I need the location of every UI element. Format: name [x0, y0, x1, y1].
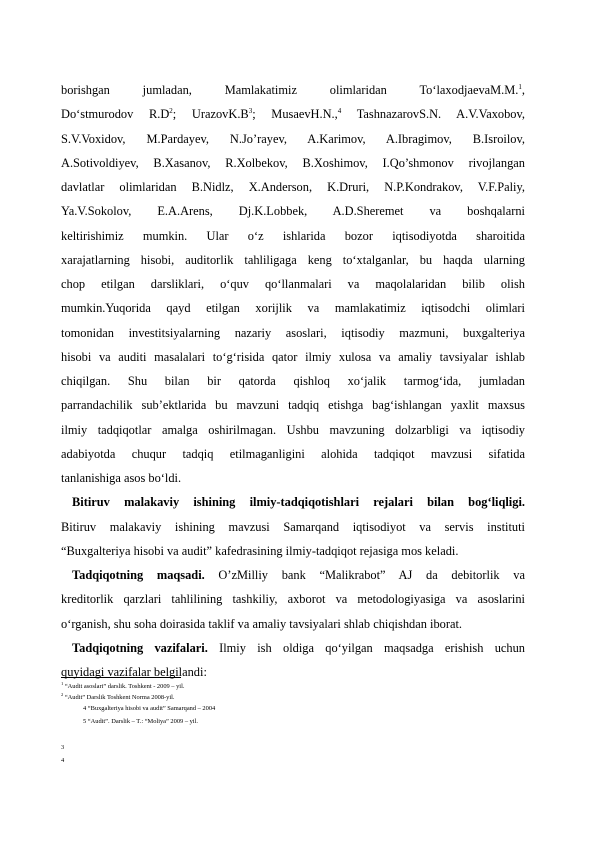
text-line: [61, 204, 525, 218]
footnote-separator: [61, 677, 181, 678]
text-line: [61, 520, 525, 534]
text-line: [72, 495, 525, 509]
text-run: S.V.Voxidov, M.Pardayev, N.Jo’rayev, A.Karimov, A.Ibragimov, B.Isroilov,: [61, 131, 525, 146]
text-run: hisobi va auditi masalalari to‘g‘risida qator ilmiy xulosa va amaliy tavsiyalar ishlab: [61, 349, 525, 364]
footnote: [61, 694, 175, 702]
text-line: [61, 350, 525, 364]
footnote-ref: 4: [337, 107, 342, 116]
text-run: ; MusaevH.N.,: [252, 107, 338, 122]
text-run: ; UrazovK.B: [172, 107, 249, 122]
text-line: [61, 617, 525, 631]
text-run: Do‘stmurodov R.D: [61, 107, 170, 122]
bold-heading: Bitiruv malakaviy ishining ilmiy-tadqiqotishlari rejalari bilan bog‘liqligi.: [72, 495, 525, 510]
bold-heading: Tadqiqotning maqsadi.: [72, 568, 205, 582]
footnote: [61, 744, 64, 752]
text-run: parrandachilik sub’ektlarida bu mavzuni tadqiq etishga bag‘ishlangan yaxlit maxsus: [61, 398, 525, 413]
text-line: [61, 156, 525, 170]
footnote: [61, 757, 64, 765]
text-run: ,: [521, 83, 525, 97]
text-line: [61, 277, 525, 291]
text-line: [61, 398, 525, 412]
text-line: [61, 374, 525, 388]
text-run: TashnazarovS.N. A.V.Vaxobov,: [341, 107, 525, 122]
text-run: adabiyotda chuqur tadqiq etilmaganligini alohida tadqiqot mavzusi sifatida: [61, 446, 525, 461]
text-run: davlatlar olimlaridan B.Nidlz, X.Anderson, K.Druri, N.P.Kondrakov, V.F.Paliy,: [61, 180, 525, 194]
bold-heading: Tadqiqotning vazifalari.: [72, 640, 208, 655]
text-run: o‘rganish, shu soha doirasida taklif va amaliy tavsiyalari shlab chiqishdan iborat.: [61, 616, 462, 631]
text-line: [61, 301, 525, 315]
text-line: [61, 423, 525, 437]
text-run: borishgan jumladan, Mamlakatimiz olimlaridan To‘laxodjaevaM.M.: [61, 83, 519, 97]
text-line: [61, 544, 525, 558]
text-run: O’zMilliy bank “Malikrabot” AJ da debitorlik va: [204, 568, 525, 582]
text-line: [61, 592, 525, 606]
text-line: [61, 229, 525, 243]
footnote: [83, 705, 215, 713]
text-line: [61, 471, 525, 485]
text-run: A.Sotivoldiyev, B.Xasanov, R.Xolbekov, B.Xoshimov, I.Qo’shmonov rivojlangan: [61, 155, 525, 170]
text-run: chiqilgan. Shu bilan bir qatorda qishloq xo‘jalik tarmog‘ida, jumladan: [61, 374, 525, 388]
text-run: Bitiruv malakaviy ishining mavzusi Samarqand iqtisodiyot va servis instituti: [61, 519, 525, 534]
text-line: [61, 107, 525, 121]
text-line: [61, 253, 525, 267]
text-line: [61, 447, 525, 461]
footnote-text: 4 “Buxgalteriya hisobi va audit” Samarqand – 2004: [83, 705, 216, 712]
footnote-ref: 2: [169, 107, 173, 116]
text-run: xarajatlarning hisobi, auditorlik tahliligaga keng to‘xtalganlar, bu haqda ularning: [61, 252, 525, 267]
text-run: kreditorlik qarzlari tahlilining tashkiliy, axborot va metodologiyasiga va asoslarini: [61, 592, 525, 607]
text-run: quyidagi vazifalar belgilandi:: [61, 665, 207, 679]
text-run: ilmiy tadqiqotlar amalga oshirilmagan. Ushbu mavzuning dolzarbligi va iqtisodiy: [61, 422, 525, 437]
footnote-number: 2: [61, 692, 64, 697]
text-line: [72, 641, 525, 655]
footnote-text: “Audit asoslari” darslik. Toshkent - 2009 – yil.: [63, 683, 185, 690]
footnote-text: “Audit” Darslik Toshkent Norma 2008-yil.: [63, 694, 175, 701]
text-line: [61, 326, 525, 340]
footnote: [83, 718, 198, 726]
text-run: Ilmiy ish oldiga qo‘yilgan maqsadga erishish uchun: [207, 640, 525, 655]
footnote: [61, 683, 184, 691]
text-line: [61, 132, 525, 146]
footnote-text: 3: [61, 744, 65, 751]
text-run: keltirishimiz mumkin. Ular o‘z ishlarida bozor iqtisodiyotda sharoitida: [61, 228, 525, 243]
text-line: [61, 83, 525, 97]
text-run: tomonidan investitsiyalarning nazariy asoslari, iqtisodiy mazmuni, buxgalteriya: [61, 325, 525, 340]
text-run: “Buxgalteriya hisobi va audit” kafedrasining ilmiy-tadqiqot rejasiga mos keladi.: [61, 543, 459, 558]
footnote-ref: 3: [248, 107, 253, 116]
text-run: Ya.V.Sokolov, E.A.Arens, Dj.K.Lobbek, A.D.Sheremet va boshqalarni: [61, 204, 525, 219]
text-run: mumkin.Yuqorida qayd etilgan xorijlik va mamlakatimiz iqtisodchi olimlari: [61, 301, 525, 316]
text-line: [61, 180, 525, 194]
footnote-ref: 1: [518, 83, 522, 91]
footnote-text: 4: [61, 757, 65, 764]
text-line: [72, 568, 525, 582]
text-run: tanlanishiga asos bo‘ldi.: [61, 471, 182, 485]
footnote-number: 1: [61, 681, 64, 686]
text-run: chop etilgan darsliklari, o‘quv qo‘llanmalari va maqolalaridan bilib olish: [61, 277, 525, 291]
footnote-text: 5 “Audit”. Darslik – T.: “Moliya” 2009 – yil.: [83, 718, 198, 725]
